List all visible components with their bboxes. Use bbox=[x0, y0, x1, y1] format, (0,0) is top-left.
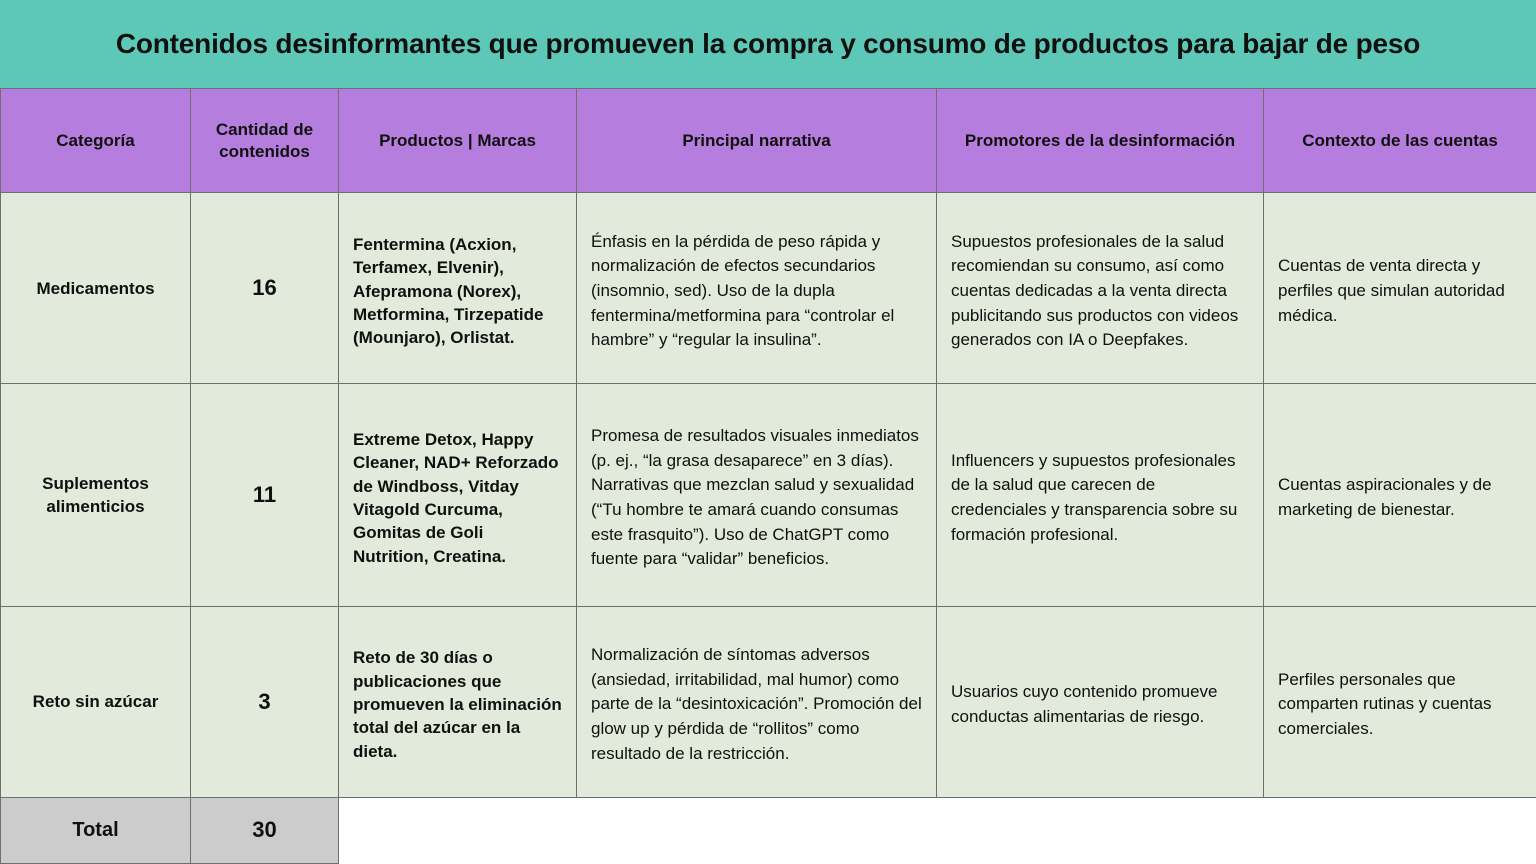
column-header-narrative: Principal narrativa bbox=[577, 89, 937, 193]
table-row bbox=[1, 606, 1536, 797]
column-header-category: Categoría bbox=[1, 89, 191, 193]
cell-category: Medicamentos bbox=[1, 193, 191, 384]
data-table bbox=[0, 88, 1536, 864]
column-header-count: Cantidad de contenidos bbox=[191, 89, 339, 193]
table-row bbox=[1, 384, 1536, 606]
cell-promoters: Supuestos profesionales de la salud recomiendan su consumo, así como cuentas dedicadas a la venta directa publicitando sus productos con videos generados con IA o Deepfakes. bbox=[937, 193, 1264, 384]
cell-total-blank bbox=[339, 798, 1536, 864]
cell-narrative: Énfasis en la pérdida de peso rápida y normalización de efectos secundarios (insomnio, sed). Uso de la dupla fentermina/metformina para “controlar el hambre” y “regular la insulina”. bbox=[577, 193, 937, 384]
cell-context: Perfiles personales que comparten rutinas y cuentas comerciales. bbox=[1264, 606, 1536, 797]
cell-category: Reto sin azúcar bbox=[1, 606, 191, 797]
cell-products: Extreme Detox, Happy Cleaner, NAD+ Reforzado de Windboss, Vitday Vitagold Curcuma, Gomitas de Goli Nutrition, Creatina. bbox=[339, 384, 577, 606]
header-row bbox=[1, 89, 1536, 193]
column-header-context: Contexto de las cuentas bbox=[1264, 89, 1536, 193]
table-row bbox=[1, 193, 1536, 384]
cell-narrative: Normalización de síntomas adversos (ansiedad, irritabilidad, mal humor) como parte de la “desintoxicación”. Promoción del glow up y pérdida de “rollitos” como resultado de la restricción. bbox=[577, 606, 937, 797]
page-title-bar bbox=[0, 0, 1536, 88]
cell-promoters: Usuarios cuyo contenido promueve conductas alimentarias de riesgo. bbox=[937, 606, 1264, 797]
cell-category: Suplementos alimenticios bbox=[1, 384, 191, 606]
cell-count: 11 bbox=[191, 384, 339, 606]
column-header-promoters: Promotores de la desinformación bbox=[937, 89, 1264, 193]
page-title: Contenidos desinformantes que promueven la compra y consumo de productos para bajar de peso bbox=[115, 27, 1421, 59]
cell-narrative: Promesa de resultados visuales inmediatos (p. ej., “la grasa desaparece” en 3 días). Narrativas que mezclan salud y sexualidad (“Tu hombre te amará cuando consumas este frasquito”). Uso de ChatGPT como fuente para “validar” beneficios. bbox=[577, 384, 937, 606]
cell-promoters: Influencers y supuestos profesionales de la salud que carecen de credenciales y transparencia sobre su formación profesional. bbox=[937, 384, 1264, 606]
cell-context: Cuentas de venta directa y perfiles que simulan autoridad médica. bbox=[1264, 193, 1536, 384]
column-header-products: Productos | Marcas bbox=[339, 89, 577, 193]
cell-count: 3 bbox=[191, 606, 339, 797]
cell-products: Fentermina (Acxion, Terfamex, Elvenir), Afepramona (Norex), Metformina, Tirzepatide (Mounjaro), Orlistat. bbox=[339, 193, 577, 384]
cell-total-label: Total bbox=[1, 798, 191, 864]
cell-total-count: 30 bbox=[191, 798, 339, 864]
table-header bbox=[1, 89, 1536, 193]
cell-context: Cuentas aspiracionales y de marketing de bienestar. bbox=[1264, 384, 1536, 606]
total-row bbox=[1, 798, 1536, 864]
cell-count: 16 bbox=[191, 193, 339, 384]
cell-products: Reto de 30 días o publicaciones que promueven la eliminación total del azúcar en la dieta. bbox=[339, 606, 577, 797]
table-body bbox=[1, 193, 1536, 864]
